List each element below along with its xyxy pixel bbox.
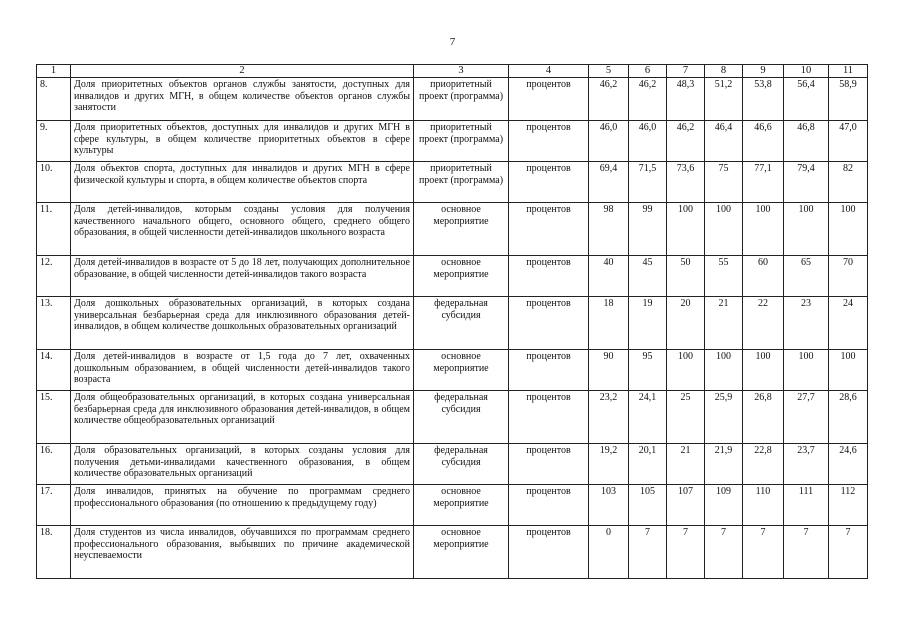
indicator-value: 71,5: [629, 162, 667, 203]
indicator-value: 21: [667, 444, 705, 485]
unit-of-measure: процентов: [509, 121, 589, 162]
indicator-value: 112: [829, 485, 868, 526]
indicator-value: 46,0: [589, 121, 629, 162]
indicator-value: 19: [629, 297, 667, 350]
column-header: 3: [414, 65, 509, 78]
indicator-type: основное мероприятие: [414, 485, 509, 526]
indicator-value: 100: [784, 350, 829, 391]
indicator-value: 48,3: [667, 78, 705, 121]
indicator-value: 46,6: [743, 121, 784, 162]
indicator-value: 22,8: [743, 444, 784, 485]
indicator-description: Доля детей-инвалидов в возрасте от 5 до 18 лет, получающих дополнительное образование, в общей численности детей-инвалидов такого возраста: [71, 256, 414, 297]
indicator-value: 47,0: [829, 121, 868, 162]
table-row: [37, 78, 868, 121]
indicator-value: 95: [629, 350, 667, 391]
indicator-value: 73,6: [667, 162, 705, 203]
column-header: 10: [784, 65, 829, 78]
indicator-value: 90: [589, 350, 629, 391]
header-row: [37, 65, 868, 78]
indicator-description: Доля инвалидов, принятых на обучение по программам среднего профессионального образования (по отношению к предыдущему году): [71, 485, 414, 526]
indicator-value: 46,2: [629, 78, 667, 121]
row-number: 9.: [37, 121, 71, 162]
indicator-value: 60: [743, 256, 784, 297]
unit-of-measure: процентов: [509, 391, 589, 444]
indicator-value: 53,8: [743, 78, 784, 121]
row-number: 14.: [37, 350, 71, 391]
indicator-value: 21,9: [705, 444, 743, 485]
table-row: [37, 121, 868, 162]
unit-of-measure: процентов: [509, 444, 589, 485]
indicator-value: 111: [784, 485, 829, 526]
row-number: 18.: [37, 526, 71, 579]
unit-of-measure: процентов: [509, 485, 589, 526]
indicator-value: 20: [667, 297, 705, 350]
indicator-value: 22: [743, 297, 784, 350]
indicator-value: 20,1: [629, 444, 667, 485]
indicator-value: 24: [829, 297, 868, 350]
indicator-value: 58,9: [829, 78, 868, 121]
indicator-value: 100: [784, 203, 829, 256]
indicators-table: [36, 64, 868, 579]
unit-of-measure: процентов: [509, 350, 589, 391]
indicator-value: 69,4: [589, 162, 629, 203]
indicator-type: приоритетный проект (программа): [414, 78, 509, 121]
table-row: [37, 485, 868, 526]
table-row: [37, 391, 868, 444]
indicator-value: 100: [829, 203, 868, 256]
indicator-type: федеральная субсидия: [414, 297, 509, 350]
row-number: 16.: [37, 444, 71, 485]
indicator-value: 100: [705, 350, 743, 391]
indicator-value: 21: [705, 297, 743, 350]
table-row: [37, 444, 868, 485]
indicator-value: 25: [667, 391, 705, 444]
indicator-value: 109: [705, 485, 743, 526]
indicator-value: 98: [589, 203, 629, 256]
indicator-type: федеральная субсидия: [414, 391, 509, 444]
indicator-value: 23,7: [784, 444, 829, 485]
indicator-value: 7: [743, 526, 784, 579]
column-header: 8: [705, 65, 743, 78]
indicator-type: основное мероприятие: [414, 350, 509, 391]
indicator-value: 110: [743, 485, 784, 526]
indicator-description: Доля детей-инвалидов в возрасте от 1,5 года до 7 лет, охваченных дошкольным образованием, в общей численности детей-инвалидов такого возраста: [71, 350, 414, 391]
indicator-value: 75: [705, 162, 743, 203]
indicator-value: 56,4: [784, 78, 829, 121]
indicator-value: 0: [589, 526, 629, 579]
indicator-value: 23,2: [589, 391, 629, 444]
indicator-description: Доля общеобразовательных организаций, в которых создана универсальная безбарьерная среда для инклюзивного образования детей-инвалидов, в общем количестве общеобразовательных организаций: [71, 391, 414, 444]
indicator-value: 28,6: [829, 391, 868, 444]
indicator-value: 23: [784, 297, 829, 350]
indicator-value: 50: [667, 256, 705, 297]
indicator-description: Доля приоритетных объектов органов службы занятости, доступных для инвалидов и других МГН, в общем количестве объектов органов службы занятости: [71, 78, 414, 121]
unit-of-measure: процентов: [509, 297, 589, 350]
indicator-value: 103: [589, 485, 629, 526]
indicator-value: 46,0: [629, 121, 667, 162]
indicator-value: 7: [629, 526, 667, 579]
page-number: 7: [449, 36, 456, 48]
indicator-value: 51,2: [705, 78, 743, 121]
indicator-value: 19,2: [589, 444, 629, 485]
indicator-value: 46,2: [667, 121, 705, 162]
indicator-value: 46,4: [705, 121, 743, 162]
column-header: 2: [71, 65, 414, 78]
indicator-description: Доля образовательных организаций, в которых созданы условия для получения детьми-инвалидами качественного образования, в общем количестве образовательных организаций: [71, 444, 414, 485]
row-number: 10.: [37, 162, 71, 203]
indicator-value: 7: [829, 526, 868, 579]
indicator-value: 46,8: [784, 121, 829, 162]
column-header: 11: [829, 65, 868, 78]
indicator-value: 79,4: [784, 162, 829, 203]
unit-of-measure: процентов: [509, 78, 589, 121]
column-header: 1: [37, 65, 71, 78]
indicator-value: 100: [829, 350, 868, 391]
indicator-value: 40: [589, 256, 629, 297]
indicator-value: 7: [667, 526, 705, 579]
indicator-value: 82: [829, 162, 868, 203]
row-number: 8.: [37, 78, 71, 121]
indicator-type: приоритетный проект (программа): [414, 162, 509, 203]
indicator-description: Доля дошкольных образовательных организаций, в которых создана универсальная безбарьерная среда для инклюзивного образования детей-инвалидов, в общем количестве дошкольных образовательных организаций: [71, 297, 414, 350]
row-number: 13.: [37, 297, 71, 350]
table-row: [37, 203, 868, 256]
indicator-value: 55: [705, 256, 743, 297]
indicator-value: 107: [667, 485, 705, 526]
row-number: 15.: [37, 391, 71, 444]
indicator-value: 100: [667, 203, 705, 256]
indicator-value: 7: [784, 526, 829, 579]
table-row: [37, 350, 868, 391]
indicator-value: 26,8: [743, 391, 784, 444]
unit-of-measure: процентов: [509, 162, 589, 203]
table-row: [37, 256, 868, 297]
row-number: 12.: [37, 256, 71, 297]
indicator-value: 27,7: [784, 391, 829, 444]
column-header: 5: [589, 65, 629, 78]
indicator-value: 105: [629, 485, 667, 526]
table-body: [37, 78, 868, 579]
indicator-value: 99: [629, 203, 667, 256]
column-header: 9: [743, 65, 784, 78]
indicator-description: Доля студентов из числа инвалидов, обучавшихся по программам среднего профессионального образования, выбывших по причине академической неуспеваемости: [71, 526, 414, 579]
column-header: 7: [667, 65, 705, 78]
indicator-value: 65: [784, 256, 829, 297]
indicator-value: 45: [629, 256, 667, 297]
column-header: 6: [629, 65, 667, 78]
indicator-type: приоритетный проект (программа): [414, 121, 509, 162]
unit-of-measure: процентов: [509, 256, 589, 297]
indicator-description: Доля приоритетных объектов, доступных для инвалидов и других МГН в сфере культуры, в общем количестве приоритетных объектов в сфере культуры: [71, 121, 414, 162]
indicator-type: основное мероприятие: [414, 526, 509, 579]
indicator-value: 18: [589, 297, 629, 350]
indicator-value: 100: [705, 203, 743, 256]
indicator-description: Доля объектов спорта, доступных для инвалидов и других МГН в сфере физической культуры и спорта, в общем количестве объектов спорта: [71, 162, 414, 203]
indicator-value: 77,1: [743, 162, 784, 203]
row-number: 17.: [37, 485, 71, 526]
column-header: 4: [509, 65, 589, 78]
table-row: [37, 162, 868, 203]
indicator-type: основное мероприятие: [414, 203, 509, 256]
indicator-value: 100: [743, 350, 784, 391]
indicator-type: основное мероприятие: [414, 256, 509, 297]
indicator-description: Доля детей-инвалидов, которым созданы условия для получения качественного начального общего, основного общего, среднего общего образования, в общей численности детей-инвалидов школьного возраста: [71, 203, 414, 256]
indicator-value: 25,9: [705, 391, 743, 444]
indicator-type: федеральная субсидия: [414, 444, 509, 485]
unit-of-measure: процентов: [509, 203, 589, 256]
indicator-value: 7: [705, 526, 743, 579]
indicator-value: 100: [667, 350, 705, 391]
indicator-value: 100: [743, 203, 784, 256]
table-row: [37, 297, 868, 350]
row-number: 11.: [37, 203, 71, 256]
indicator-value: 24,6: [829, 444, 868, 485]
indicator-value: 24,1: [629, 391, 667, 444]
indicator-value: 46,2: [589, 78, 629, 121]
unit-of-measure: процентов: [509, 526, 589, 579]
indicator-value: 70: [829, 256, 868, 297]
table-row: [37, 526, 868, 579]
